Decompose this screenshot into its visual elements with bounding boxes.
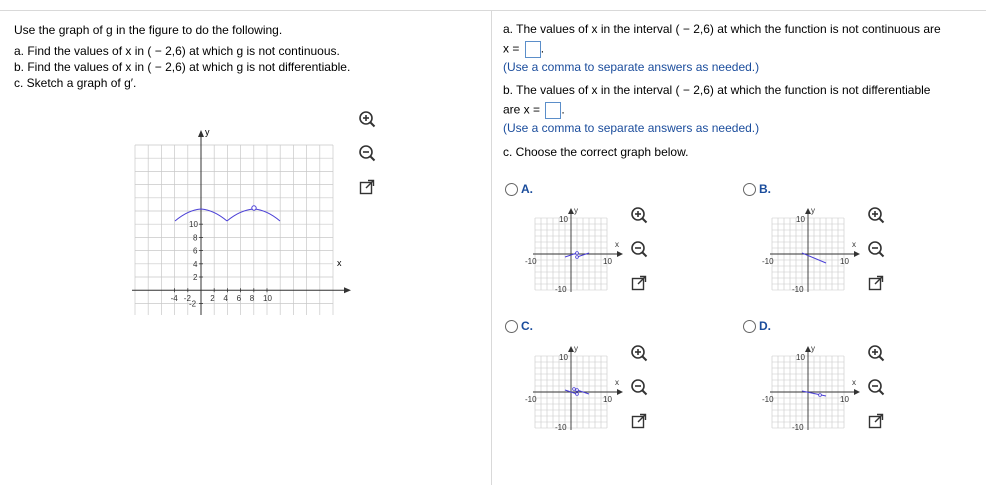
question-b-prefix: are x =: [503, 102, 541, 117]
y-axis-label: y: [205, 127, 210, 137]
x-left-label: -10: [525, 257, 537, 266]
x-right-label: 10: [840, 257, 849, 266]
x-right-label: 10: [603, 257, 612, 266]
x-left-label: -10: [762, 257, 774, 266]
y-top-label: 10: [796, 353, 805, 362]
option-c-label[interactable]: C.: [521, 319, 533, 333]
x-axis-label: x: [852, 240, 856, 249]
zoom-out-icon[interactable]: [867, 378, 885, 396]
y-bottom-label: -10: [555, 423, 567, 432]
x-left-label: -10: [762, 395, 774, 404]
y-axis-label: y: [574, 206, 578, 215]
open-point: [819, 394, 822, 397]
option-b-label[interactable]: B.: [759, 182, 771, 196]
option-c-radio[interactable]: [505, 320, 518, 333]
y-tick-label: 2: [193, 273, 198, 282]
zoom-out-icon[interactable]: [630, 378, 648, 396]
question-c-text: c. Choose the correct graph below.: [503, 145, 689, 159]
open-point: [576, 393, 579, 396]
x-axis-label: x: [615, 240, 619, 249]
question-b-answer-row: [503, 102, 565, 119]
open-point: [576, 256, 579, 259]
main-graph-grid: [135, 145, 333, 315]
zoom-out-icon[interactable]: [867, 240, 885, 258]
period: .: [540, 41, 545, 56]
column-divider: [491, 11, 492, 485]
option-b-graph: [757, 205, 862, 300]
x-tick-label: 6: [236, 294, 242, 304]
part-b-text: b. Find the values of x in ( − 2,6) at which g is not differentiable.: [14, 60, 351, 74]
y-top-label: 10: [796, 215, 805, 224]
question-a-hint: (Use a comma to separate answers as needed.): [503, 60, 760, 74]
question-a-prefix: x =: [503, 41, 520, 56]
option-a-label[interactable]: A.: [521, 182, 533, 196]
open-point: [573, 388, 576, 391]
y-top-label: 10: [559, 353, 568, 362]
x-axis-arrow: [617, 389, 623, 395]
y-tick-label: -2: [189, 299, 197, 309]
y-bottom-label: -10: [792, 423, 804, 432]
x-tick-label: 4: [223, 294, 228, 304]
x-axis-label: x: [852, 378, 856, 387]
x-tick-label: -4: [170, 294, 178, 304]
popout-icon[interactable]: [867, 412, 885, 430]
question-b-text: b. The values of x in the interval ( − 2,6) at which the function is not differentiable: [503, 83, 931, 97]
part-c-text: c. Sketch a graph of g′.: [14, 76, 137, 90]
y-tick-label: 10: [189, 220, 198, 230]
option-a-graph: [520, 205, 625, 300]
open-point: [576, 252, 579, 255]
x-tick-label: 8: [249, 294, 255, 304]
x-axis-arrow: [854, 251, 860, 257]
main-graph-tick-labels: [171, 220, 273, 308]
popout-icon[interactable]: [630, 412, 648, 430]
main-graph: [130, 125, 355, 315]
main-graph-axes: [132, 130, 351, 315]
y-axis-arrow: [198, 130, 204, 137]
x-tick-label: 10: [263, 294, 272, 304]
option-d-radio[interactable]: [743, 320, 756, 333]
x-tick-label: 2: [210, 294, 215, 304]
zoom-in-icon[interactable]: [867, 206, 885, 224]
option-d-label[interactable]: D.: [759, 319, 771, 333]
intro-text: Use the graph of g in the figure to do the following.: [14, 23, 283, 37]
zoom-in-icon[interactable]: [867, 344, 885, 362]
y-axis-label: y: [574, 344, 578, 353]
y-top-label: 10: [559, 215, 568, 224]
period: .: [561, 102, 565, 117]
y-tick-label: 4: [193, 259, 198, 269]
x-tick-label: -2: [183, 294, 191, 304]
zoom-out-icon[interactable]: [630, 240, 648, 258]
open-point: [252, 206, 256, 210]
part-a-text: a. Find the values of x in ( − 2,6) at which g is not continuous.: [14, 44, 340, 58]
zoom-in-icon[interactable]: [358, 110, 376, 128]
popout-icon[interactable]: [358, 178, 376, 196]
top-divider: [0, 10, 986, 11]
zoom-in-icon[interactable]: [630, 344, 648, 362]
y-bottom-label: -10: [555, 285, 567, 294]
x-right-label: 10: [603, 395, 612, 404]
x-left-label: -10: [525, 395, 537, 404]
open-point: [576, 389, 579, 392]
option-a-radio[interactable]: [505, 183, 518, 196]
question-a-answer-row: [503, 41, 544, 58]
popout-icon[interactable]: [630, 274, 648, 292]
y-bottom-label: -10: [792, 285, 804, 294]
question-b-hint: (Use a comma to separate answers as needed.): [503, 121, 760, 135]
option-b-radio[interactable]: [743, 183, 756, 196]
popout-icon[interactable]: [867, 274, 885, 292]
option-d-graph: [757, 343, 862, 438]
y-tick-label: 6: [193, 246, 198, 256]
x-axis-arrow: [617, 251, 623, 257]
question-a-text: a. The values of x in the interval ( − 2,6) at which the function is not continuous are: [503, 22, 941, 36]
zoom-out-icon[interactable]: [358, 144, 376, 162]
y-axis-label: y: [811, 344, 815, 353]
x-axis-label: x: [615, 378, 619, 387]
y-axis-label: y: [811, 206, 815, 215]
x-axis-arrow: [344, 287, 351, 293]
option-c-graph: [520, 343, 625, 438]
answer-b-input[interactable]: [545, 102, 561, 119]
x-axis-label: x: [337, 258, 342, 268]
x-axis-arrow: [854, 389, 860, 395]
zoom-in-icon[interactable]: [630, 206, 648, 224]
x-right-label: 10: [840, 395, 849, 404]
y-tick-label: 8: [193, 233, 198, 243]
answer-a-input[interactable]: [525, 41, 541, 58]
